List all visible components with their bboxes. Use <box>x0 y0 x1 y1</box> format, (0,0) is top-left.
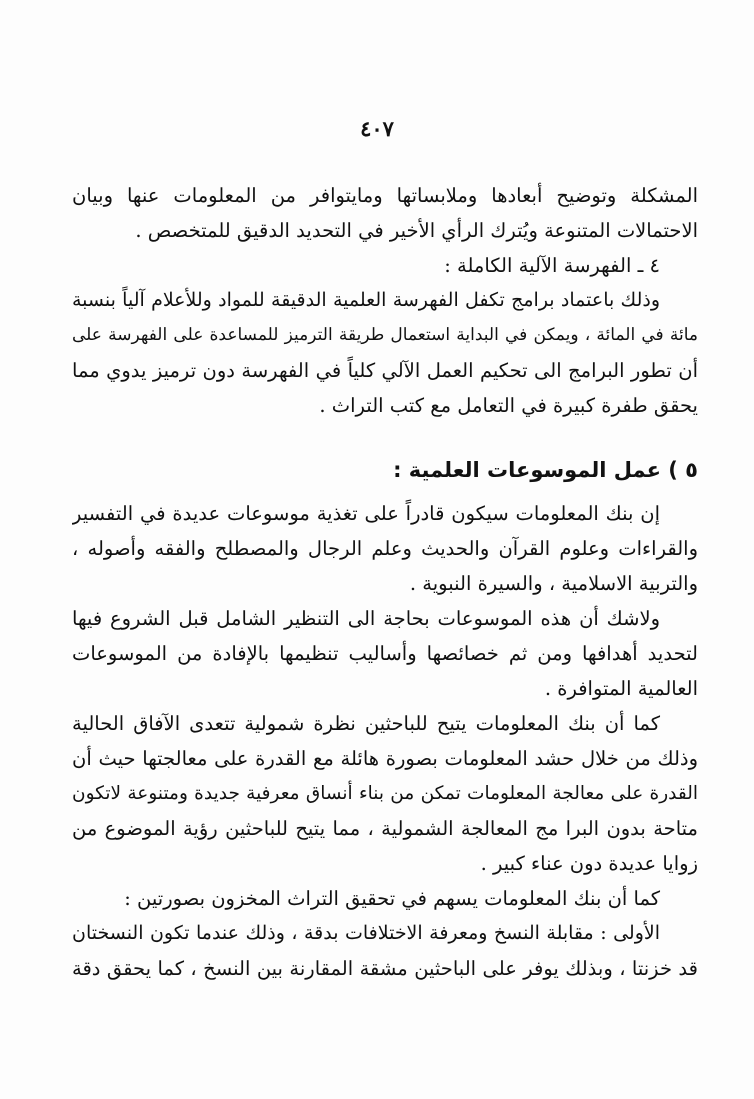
text-line: كما أن بنك المعلومات يتيح للباحثين نظرة شمولية تتعدى الآفاق الحالية <box>72 712 660 735</box>
section-heading: ٥ ) عمل الموسوعات العلمية : <box>393 458 698 482</box>
body-text-block-2 <box>72 496 698 986</box>
text-line: إن بنك المعلومات سيكون قادراً على تغذية موسوعات عديدة في التفسير <box>72 502 660 525</box>
subsection-heading: ٤ ـ الفهرسة الآلية الكاملة : <box>444 254 660 277</box>
text-line: ولاشك أن هذه الموسوعات بحاجة الى التنظير الشامل قبل الشروع فيها <box>72 607 660 630</box>
page-number: ٤٠٧ <box>360 116 394 141</box>
text-line: القدرة على معالجة المعلومات تمكن من بناء أنساق معرفية جديدة ومتنوعة لاتكون <box>72 783 698 804</box>
text-line: الأولى : مقابلة النسخ ومعرفة الاختلافات بدقة ، وذلك عندما تكون النسختان <box>72 922 660 944</box>
text-line: وذلك من خلال حشد المعلومات بصورة هائلة مع القدرة على معالجتها حيث أن <box>72 747 698 770</box>
text-line: مائة في المائة ، ويمكن في البداية استعمال طريقة الترميز للمساعدة على الفهرسة على <box>72 325 698 345</box>
body-text-block-1 <box>72 178 698 423</box>
text-line: قد خزنتا ، وبذلك يوفر على الباحثين مشقة المقارنة بين النسخ ، كما يحقق دقة <box>72 957 698 980</box>
text-line: والقراءات وعلوم القرآن والحديث وعلم الرجال والمصطلح والفقه وأصوله ، <box>72 537 698 560</box>
text-line: العالمية المتوافرة . <box>544 677 698 700</box>
text-line: الاحتمالات المتنوعة ويُترك الرأي الأخير في التحديد الدقيق للمتخصص . <box>135 219 698 242</box>
text-line: يحقق طفرة كبيرة في التعامل مع كتب التراث . <box>319 394 698 417</box>
text-line: والتربية الاسلامية ، والسيرة النبوية . <box>409 572 698 595</box>
text-line: أن تطور البرامج الى تحكيم العمل الآلي كلياً في الفهرسة دون ترميز يدوي مما <box>72 359 698 382</box>
text-line: المشكلة وتوضيح أبعادها وملابساتها ومايتوافر من المعلومات عنها وبيان <box>72 184 698 207</box>
text-line: لتحديد أهدافها ومن ثم خصائصها وأساليب تنظيمها بالإفادة من الموسوعات <box>72 642 698 665</box>
text-line: كما أن بنك المعلومات يسهم في تحقيق التراث المخزون بصورتين : <box>124 887 660 910</box>
text-line: زوايا عديدة دون عناء كبير . <box>480 852 698 875</box>
text-line: وذلك باعتماد برامج تكفل الفهرسة العلمية الدقيقة للمواد وللأعلام آلياً بنسبة <box>72 289 660 311</box>
text-line: متاحة بدون البرا مج المعالجة الشمولية ، مما يتيح للباحثين رؤية الموضوع من <box>72 817 698 840</box>
